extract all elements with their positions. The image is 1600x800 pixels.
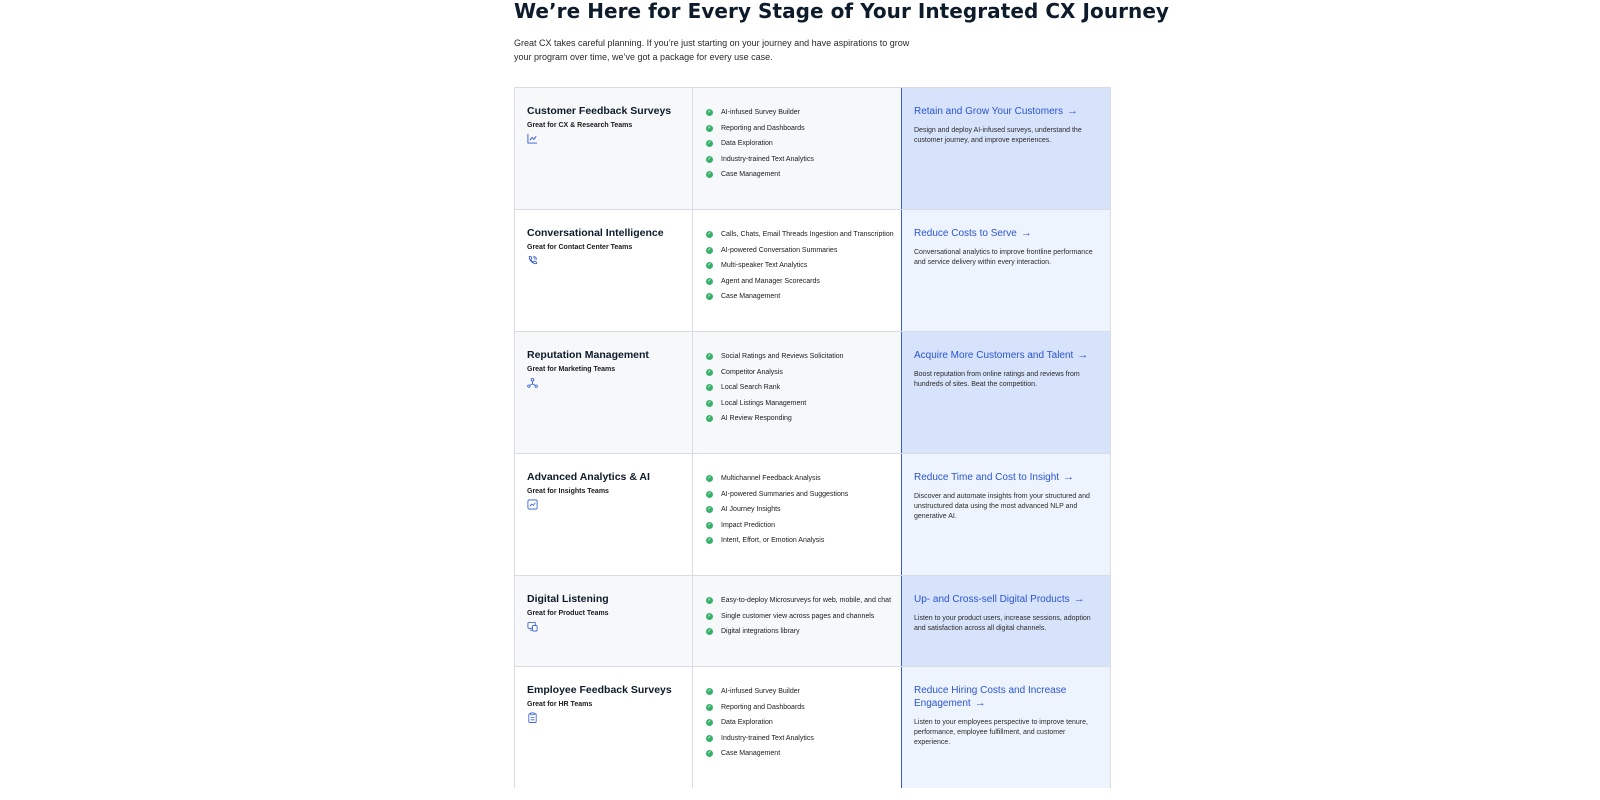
check-icon: ✓ <box>707 171 712 178</box>
features-cell <box>693 332 902 453</box>
feature-list <box>706 227 893 305</box>
feature-list <box>706 349 893 427</box>
feature-item: ✓ Data Exploration <box>707 719 773 727</box>
feature-item: ✓ Reporting and Dashboards <box>707 124 805 132</box>
feature-item: ✓ Impact Prediction <box>707 521 776 529</box>
feature-item: ✓ Easy-to-deploy Microsurveys for web, mobile, and chat <box>707 597 892 605</box>
check-icon: ✓ <box>707 140 712 147</box>
features-cell <box>693 88 902 209</box>
feature-item: ✓ AI Review Responding <box>707 415 792 423</box>
check-icon: ✓ <box>707 597 712 604</box>
phone-waves-icon <box>527 255 538 266</box>
package-row <box>515 667 1110 788</box>
cta-cell <box>902 667 1110 788</box>
cta-link-retain[interactable]: Retain and Grow Your Customers → <box>914 105 1078 117</box>
product-cell <box>515 667 693 788</box>
arrow-right-icon: → <box>1063 471 1075 483</box>
product-title: Conversational Intelligence <box>527 227 664 239</box>
product-cell <box>515 332 693 453</box>
check-icon: ✓ <box>707 124 712 131</box>
feature-item: ✓ Industry-trained Text Analytics <box>707 734 814 742</box>
cta-cell <box>902 454 1110 575</box>
feature-item: ✓ Case Management <box>707 750 781 758</box>
check-icon: ✓ <box>707 750 712 757</box>
cta-description: Boost reputation from online ratings and reviews from hundreds of sites. Beat the competition. <box>914 371 1080 388</box>
cta-description: Design and deploy AI-infused surveys, understand the customer journey, and improve experiences. <box>914 127 1082 144</box>
package-grid <box>514 87 1111 788</box>
feature-item: ✓ Agent and Manager Scorecards <box>707 277 820 285</box>
product-cell <box>515 454 693 575</box>
check-icon: ✓ <box>707 628 712 635</box>
arrow-right-icon: → <box>1077 349 1089 361</box>
check-icon: ✓ <box>707 688 712 695</box>
product-cell <box>515 88 693 209</box>
check-icon: ✓ <box>707 415 712 422</box>
product-title: Reputation Management <box>527 349 649 361</box>
features-cell <box>693 454 902 575</box>
check-icon: ✓ <box>707 506 712 513</box>
feature-item: ✓ Multi-speaker Text Analytics <box>707 262 808 270</box>
product-audience: Great for HR Teams <box>527 701 593 708</box>
check-icon: ✓ <box>707 537 712 544</box>
product-audience: Great for Product Teams <box>527 610 609 617</box>
arrow-right-icon: → <box>1066 105 1078 117</box>
check-icon: ✓ <box>707 353 712 360</box>
check-icon: ✓ <box>707 155 712 162</box>
feature-item: ✓ Case Management <box>707 171 781 179</box>
check-icon: ✓ <box>707 384 712 391</box>
feature-item: ✓ Calls, Chats, Email Threads Ingestion and Transcription <box>707 231 894 239</box>
check-icon: ✓ <box>707 475 712 482</box>
feature-item: ✓ AI-infused Survey Builder <box>707 688 800 696</box>
cta-link-reduce-costs[interactable]: Reduce Costs to Serve → <box>914 227 1032 239</box>
arrow-right-icon: → <box>974 697 986 709</box>
product-cell <box>515 576 693 666</box>
page-title: We’re Here for Every Stage of Your Integrated CX Journey <box>514 0 1170 23</box>
check-icon: ✓ <box>707 246 712 253</box>
feature-item: ✓ Intent, Effort, or Emotion Analysis <box>707 537 825 545</box>
analytics-box-icon <box>527 499 538 510</box>
product-audience: Great for Insights Teams <box>527 488 609 495</box>
check-icon: ✓ <box>707 521 712 528</box>
cta-description: Discover and automate insights from your structured and unstructured data using the most advanced NLP and generative AI. <box>914 493 1090 520</box>
feature-item: ✓ AI-powered Summaries and Suggestions <box>707 490 849 498</box>
feature-item: ✓ Data Exploration <box>707 140 773 148</box>
network-icon <box>527 377 538 388</box>
cta-link-insight[interactable]: Reduce Time and Cost to Insight → <box>914 471 1075 483</box>
package-row <box>515 454 1110 576</box>
package-row <box>515 210 1110 332</box>
check-icon: ✓ <box>707 262 712 269</box>
product-title: Advanced Analytics & AI <box>527 471 650 483</box>
product-title: Employee Feedback Surveys <box>527 684 672 696</box>
cta-link-acquire[interactable]: Acquire More Customers and Talent → <box>914 349 1089 361</box>
package-row <box>515 88 1110 210</box>
features-cell <box>693 576 902 666</box>
feature-list <box>706 684 893 762</box>
feature-item: ✓ Social Ratings and Reviews Solicitation <box>707 353 844 361</box>
features-cell <box>693 667 902 788</box>
check-icon: ✓ <box>707 399 712 406</box>
check-icon: ✓ <box>707 277 712 284</box>
devices-icon <box>527 621 538 632</box>
intro-text: Great CX takes careful planning. If you’re just starting on your journey and have aspirations to grow your program over time, we’ve got a package for every use case. <box>514 38 910 62</box>
feature-item: ✓ Multichannel Feedback Analysis <box>707 475 821 483</box>
check-icon: ✓ <box>707 368 712 375</box>
cta-cell <box>902 576 1110 666</box>
check-icon: ✓ <box>707 109 712 116</box>
arrow-right-icon: → <box>1020 227 1032 239</box>
feature-item: ✓ Local Listings Management <box>707 399 807 407</box>
feature-item: ✓ Local Search Rank <box>707 384 781 392</box>
cta-description: Conversational analytics to improve frontline performance and service delivery within every interaction. <box>914 249 1093 266</box>
cta-link-hiring[interactable]: Reduce Hiring Costs and Increase Engagement → <box>914 685 1067 709</box>
feature-list <box>706 471 893 549</box>
cta-cell <box>902 88 1110 209</box>
cta-link-upsell[interactable]: Up- and Cross-sell Digital Products → <box>914 593 1085 605</box>
feature-item: ✓ AI-infused Survey Builder <box>707 109 800 117</box>
feature-item: ✓ AI-powered Conversation Summaries <box>707 246 838 254</box>
cta-description: Listen to your product users, increase sessions, adoption and satisfaction across all digital channels. <box>914 615 1091 632</box>
feature-item: ✓ Reporting and Dashboards <box>707 703 805 711</box>
feature-item: ✓ Case Management <box>707 293 781 301</box>
package-row <box>515 576 1110 667</box>
arrow-right-icon: → <box>1073 593 1085 605</box>
product-title: Digital Listening <box>527 593 609 605</box>
package-row <box>515 332 1110 454</box>
check-icon: ✓ <box>707 293 712 300</box>
cta-cell <box>902 332 1110 453</box>
features-cell <box>693 210 902 331</box>
feature-item: ✓ Competitor Analysis <box>707 368 783 376</box>
check-icon: ✓ <box>707 612 712 619</box>
check-icon: ✓ <box>707 231 712 238</box>
check-icon: ✓ <box>707 490 712 497</box>
product-cell <box>515 210 693 331</box>
feature-item: ✓ Industry-trained Text Analytics <box>707 155 814 163</box>
product-audience: Great for Marketing Teams <box>527 366 616 373</box>
feature-item: ✓ Single customer view across pages and channels <box>707 612 875 620</box>
clipboard-icon <box>527 712 538 723</box>
feature-list <box>706 105 893 183</box>
feature-item: ✓ AI Journey Insights <box>707 506 781 514</box>
product-title: Customer Feedback Surveys <box>527 105 672 117</box>
chart-line-icon <box>527 133 538 144</box>
check-icon: ✓ <box>707 703 712 710</box>
feature-list <box>706 593 893 640</box>
cta-cell <box>902 210 1110 331</box>
product-audience: Great for Contact Center Teams <box>527 244 633 251</box>
check-icon: ✓ <box>707 734 712 741</box>
cta-description: Listen to your employees perspective to improve tenure, performance, employee fulfillment, and customer experience. <box>914 719 1088 746</box>
check-icon: ✓ <box>707 719 712 726</box>
feature-item: ✓ Digital integrations library <box>707 628 800 636</box>
product-audience: Great for CX & Research Teams <box>527 122 633 129</box>
